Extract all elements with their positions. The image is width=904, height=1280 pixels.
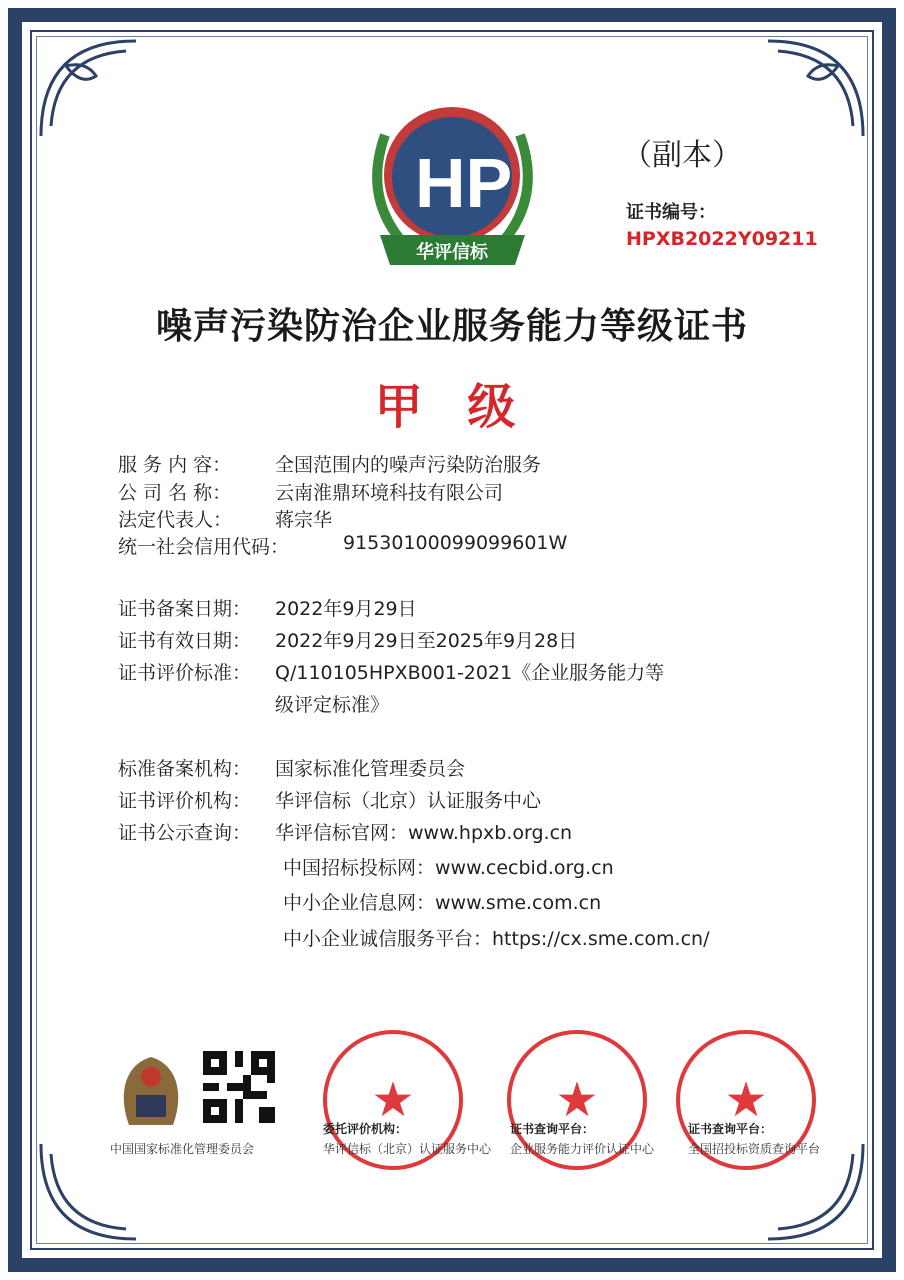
star-icon: ★ bbox=[555, 1072, 599, 1128]
qr-code bbox=[203, 1050, 275, 1124]
star-icon: ★ bbox=[724, 1072, 768, 1128]
corner-ornament bbox=[758, 36, 868, 146]
seal-label: 证书查询平台： bbox=[510, 1122, 595, 1136]
field-value: 国家标准化管理委员会 bbox=[275, 758, 466, 780]
seal-label: 证书查询平台： bbox=[688, 1122, 773, 1136]
certificate-title: 噪声污染防治企业服务能力等级证书 bbox=[155, 306, 748, 347]
query-site: 中国招标投标网：www.cecbid.org.cn bbox=[283, 857, 614, 879]
date-row bbox=[118, 626, 578, 653]
cert-no: HPXB2022Y09211 bbox=[626, 228, 818, 250]
svg-text:HP: HP bbox=[415, 144, 513, 222]
seal-caption: 企业服务能力评价认证中心 bbox=[510, 1142, 655, 1156]
copy-label: （副本） bbox=[622, 138, 742, 173]
field-label: 证书评价标准： bbox=[118, 662, 252, 684]
org-row bbox=[118, 818, 573, 845]
field-value: 华评信标（北京）认证服务中心 bbox=[275, 790, 542, 812]
seal-caption: 华评信标（北京）认证服务中心 bbox=[323, 1142, 492, 1156]
national-emblem bbox=[118, 1055, 184, 1127]
date-row bbox=[118, 594, 417, 621]
corner-ornament bbox=[36, 36, 146, 146]
field-value: 91530100099099601W bbox=[343, 532, 568, 554]
date-row bbox=[118, 658, 665, 685]
emblem-caption: 中国国家标准化管理委员会 bbox=[110, 1142, 255, 1156]
cert-no-label: 证书编号： bbox=[626, 202, 716, 223]
field-label: 证书评价机构： bbox=[118, 790, 252, 812]
org-row bbox=[118, 786, 542, 813]
field-row bbox=[118, 450, 542, 477]
field-value: 2022年9月29日 bbox=[275, 598, 417, 620]
field-value: 全国范围内的噪声污染防治服务 bbox=[275, 454, 542, 476]
query-site: 中小企业信息网：www.sme.com.cn bbox=[283, 892, 602, 914]
standard-continuation: 级评定标准》 bbox=[275, 694, 390, 716]
field-label: 证书公示查询： bbox=[118, 822, 252, 844]
field-label: 法定代表人： bbox=[118, 509, 233, 531]
field-label: 证书备案日期： bbox=[118, 598, 252, 620]
star-icon: ★ bbox=[371, 1072, 415, 1128]
field-value: 2022年9月29日至2025年9月28日 bbox=[275, 630, 578, 652]
field-label: 服 务 内 容： bbox=[118, 454, 232, 476]
query-site: 中小企业诚信服务平台：https://cx.sme.com.cn/ bbox=[283, 928, 710, 950]
field-value: 华评信标官网：www.hpxb.org.cn bbox=[275, 822, 573, 844]
svg-text:华评信标: 华评信标 bbox=[416, 242, 488, 263]
seal-caption: 全国招投标资质查询平台 bbox=[688, 1142, 821, 1156]
field-value: 云南淮鼎环境科技有限公司 bbox=[275, 482, 504, 504]
seal-label: 委托评价机构： bbox=[323, 1122, 408, 1136]
field-value: Q/110105HPXB001-2021《企业服务能力等 bbox=[275, 662, 665, 684]
field-row bbox=[118, 505, 333, 532]
hp-logo bbox=[355, 95, 550, 280]
field-label: 公 司 名 称： bbox=[118, 482, 232, 504]
org-row bbox=[118, 754, 466, 781]
field-row bbox=[118, 478, 504, 505]
certificate-grade: 甲 级 bbox=[374, 379, 530, 435]
field-row bbox=[118, 532, 568, 559]
field-label: 标准备案机构： bbox=[118, 758, 252, 780]
field-label: 证书有效日期： bbox=[118, 630, 252, 652]
field-value: 蒋宗华 bbox=[275, 509, 333, 531]
field-label: 统一社会信用代码： bbox=[118, 536, 290, 558]
